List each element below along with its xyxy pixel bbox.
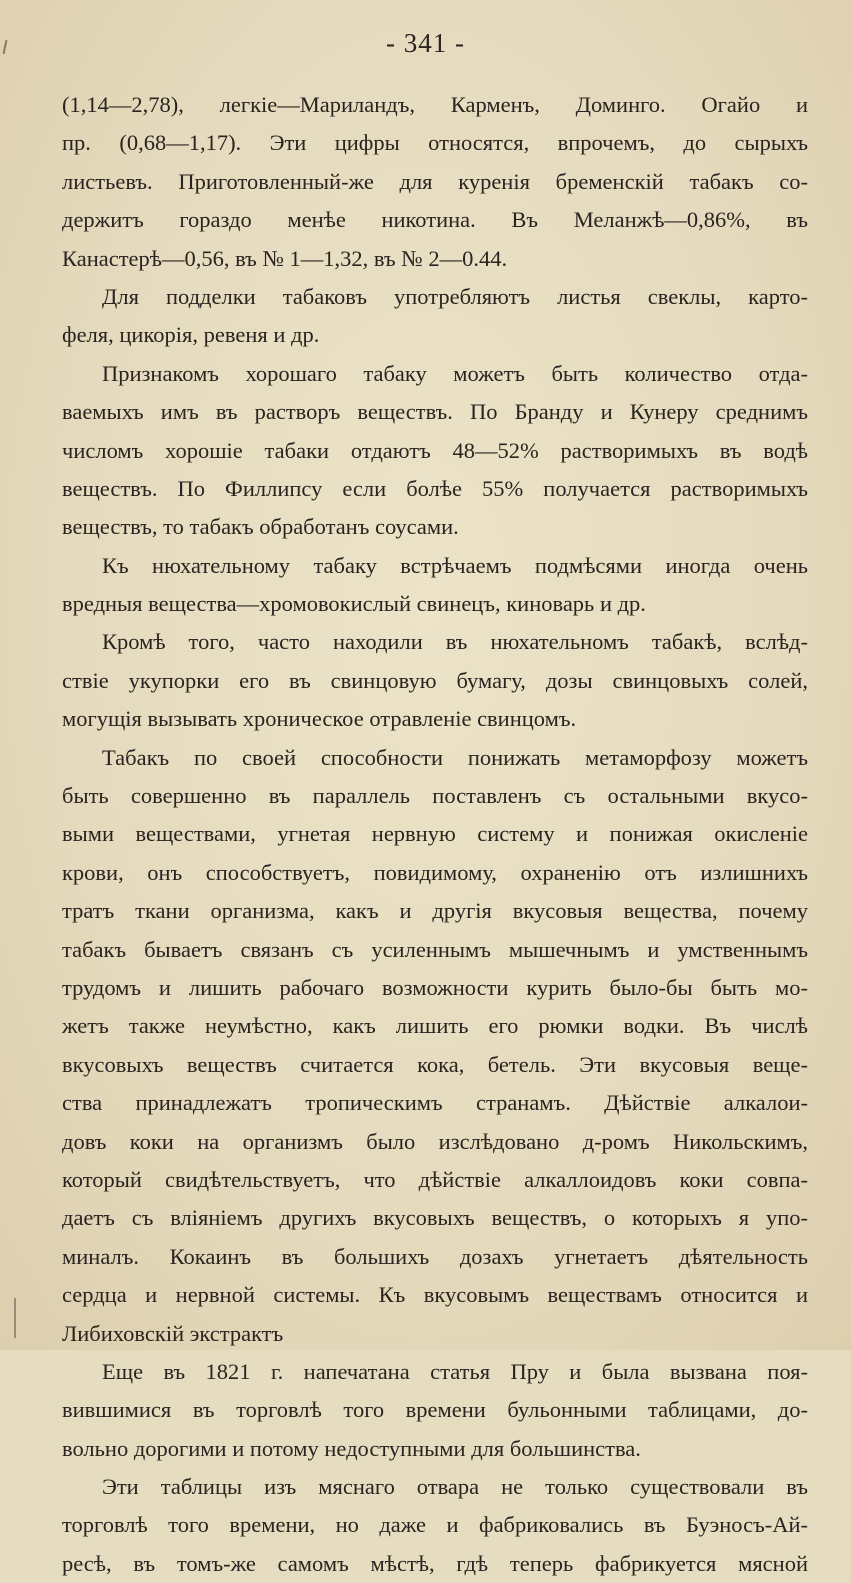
text-line: довъ коки на организмъ было изслѣдовано д-ромъ Никольскимъ, [62, 1128, 808, 1154]
text-line: листьевъ. Приготовленный-же для куренія бременскій табакъ со- [62, 168, 808, 194]
text-line: тратъ ткани организма, какъ и другія вкусовыя вещества, почему [62, 898, 808, 924]
text-line: Кромѣ того, часто находили въ нюхательномъ табакѣ, вслѣд- [102, 629, 808, 655]
text-line: вольно дорогими и потому недоступными для большинства. [62, 1435, 641, 1461]
text-line: ства принадлежатъ тропическимъ странамъ. Дѣйствіе алкалои- [62, 1090, 808, 1116]
text-line: ресѣ, въ томъ-же самомъ мѣстѣ, гдѣ теперь фабрикуется мясной [62, 1550, 808, 1576]
text-line: феля, цикорія, ревеня и др. [62, 322, 320, 348]
text-line: Канастерѣ—0,56, въ № 1—1,32, въ № 2—0.44. [62, 245, 508, 271]
text-line: ваемыхъ имъ въ растворъ веществъ. По Бранду и Кунеру среднимъ [62, 399, 808, 425]
text-line: Эти таблицы изъ мяснаго отвара не только существовали въ [102, 1474, 808, 1500]
text-line: вредныя вещества—хромовокислый свинецъ, киноварь и др. [62, 591, 646, 617]
text-line: вкусовыхъ веществъ считается кока, бетель. Эти вкусовыя веще- [62, 1051, 808, 1077]
text-line: даетъ съ вліяніемъ другихъ вкусовыхъ веществъ, о которыхъ я упо- [62, 1205, 808, 1231]
text-line: (1,14—2,78), легкіе—Мариландъ, Карменъ, Доминго. Огайо и [62, 92, 808, 117]
text-line: числомъ хорошіе табаки отдаютъ 48—52% растворимыхъ въ водѣ [62, 437, 808, 463]
body-text [62, 86, 808, 1583]
text-line: могущія вызывать хроническое отравленіе свинцомъ. [62, 706, 577, 732]
text-line: табакъ бываетъ связанъ съ усиленнымъ мышечнымъ и умственнымъ [62, 936, 808, 962]
text-line: веществъ, то табакъ обработанъ соусами. [62, 514, 459, 540]
text-line: Признакомъ хорошаго табаку можетъ быть количество отда- [102, 360, 808, 386]
text-line: веществъ. По Филлипсу если болѣе 55% получается растворимыхъ [62, 475, 808, 501]
text-line: миналъ. Кокаинъ въ большихъ дозахъ угнетаетъ дѣятельность [62, 1243, 808, 1269]
text-line: Еще въ 1821 г. напечатана статья Пру и была вызвана поя- [102, 1358, 808, 1384]
text-line: торговлѣ того времени, но даже и фабриковались въ Буэносъ-Ай- [62, 1512, 808, 1538]
text-line: сердца и нервной системы. Къ вкусовымъ веществамъ относится и [62, 1282, 808, 1308]
text-line: держитъ гораздо менѣе никотина. Въ Меланжѣ—0,86%, въ [62, 207, 808, 233]
text-line: выми веществами, угнетая нервную систему и понижая окисленіе [62, 821, 808, 847]
text-line: Либиховскій экстрактъ [62, 1320, 284, 1346]
margin-mark-bottom [14, 1298, 16, 1338]
text-line: быть совершенно въ параллель поставленъ съ остальными вкусо- [62, 783, 808, 809]
text-line: Къ нюхательному табаку встрѣчаемъ подмѣсями иногда очень [102, 552, 808, 578]
text-line: Табакъ по своей способности понижать метаморфозу можетъ [102, 744, 808, 770]
page-number: - 341 - [386, 28, 465, 58]
text-line: Для подделки табаковъ употребляютъ листья свеклы, карто- [102, 283, 808, 309]
text-line: ствіе укупорки его въ свинцовую бумагу, дозы свинцовыхъ солей, [62, 667, 808, 693]
text-line: вившимися въ торговлѣ того времени бульонными таблицами, до- [62, 1397, 808, 1423]
text-line: трудомъ и лишить рабочаго возможности курить было-бы быть мо- [62, 974, 808, 1000]
text-line: пр. (0,68—1,17). Эти цифры относятся, впрочемъ, до сырыхъ [62, 130, 808, 156]
text-line: крови, онъ способствуетъ, повидимому, охраненію отъ излишнихъ [62, 859, 808, 885]
text-line: который свидѣтельствуетъ, что дѣйствіе алкаллоидовъ коки совпа- [62, 1166, 808, 1192]
text-line: жетъ также неумѣстно, какъ лишить его рюмки водки. Въ числѣ [62, 1013, 808, 1039]
